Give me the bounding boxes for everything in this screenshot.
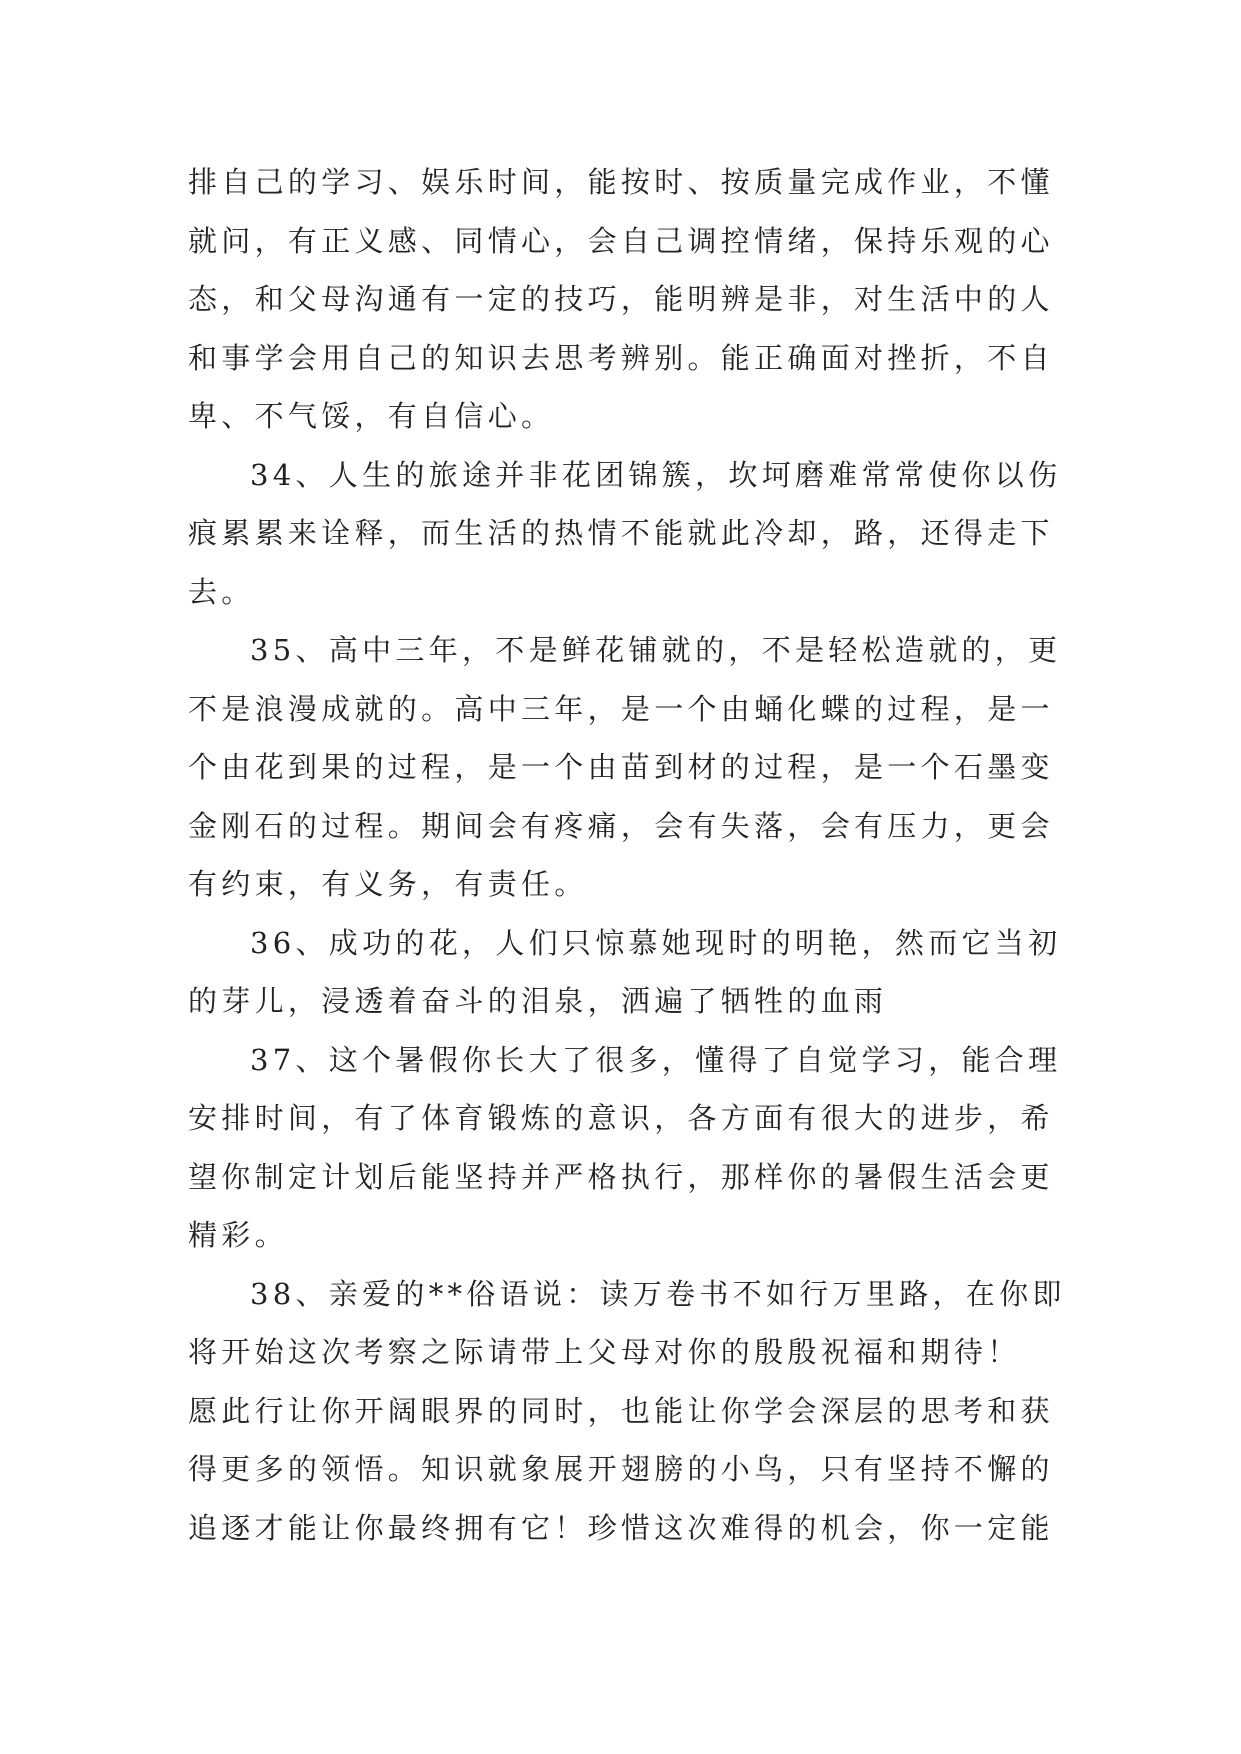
text-line: 将开始这次考察之际请带上父母对你的殷殷祝福和期待！ (188, 1335, 1021, 1369)
text-line: 的芽儿，浸透着奋斗的泪泉，洒遍了牺牲的血雨 (188, 984, 888, 1018)
text-line: 去。 (188, 574, 255, 609)
text-line: 和事学会用自己的知识去思考辨别。能正确面对挫折，不自 (188, 340, 1054, 375)
paragraph-35 (188, 621, 1062, 914)
text-line: 个由花到果的过程，是一个由苗到材的过程，是一个石墨变 (188, 750, 1054, 784)
document-body (188, 153, 1066, 1557)
text-line: 卑、不气馁，有自信心。 (188, 399, 555, 433)
text-line: 就问，有正义感、同情心，会自己调控情绪，保持乐观的心 (188, 223, 1054, 258)
text-line: 排自己的学习、娱乐时间，能按时、按质量完成作业，不懂 (188, 165, 1054, 199)
text-line: 34、人生的旅途并非花团锦簇，坎坷磨难常常使你以伤 (250, 457, 1062, 492)
paragraph-37 (188, 1031, 1062, 1265)
text-line: 精彩。 (188, 1218, 288, 1252)
text-line: 态，和父母沟通有一定的技巧，能明辨是非，对生活中的人 (188, 282, 1054, 316)
text-line: 望你制定计划后能坚持并严格执行，那样你的暑假生活会更 (188, 1159, 1054, 1194)
text-line: 有约束，有义务，有责任。 (188, 867, 588, 901)
text-line: 35、高中三年，不是鲜花铺就的，不是轻松造就的，更 (250, 633, 1062, 667)
text-line: 金刚石的过程。期间会有疼痛，会有失落，会有压力，更会 (188, 808, 1054, 843)
text-line: 不是浪漫成就的。高中三年，是一个由蛹化蝶的过程，是一 (188, 691, 1054, 726)
text-line: 愿此行让你开阔眼界的同时，也能让你学会深层的思考和获 (188, 1393, 1054, 1428)
text-line: 37、这个暑假你长大了很多，懂得了自觉学习，能合理 (250, 1042, 1062, 1077)
text-line: 得更多的领悟。知识就象展开翅膀的小鸟，只有坚持不懈的 (188, 1452, 1054, 1486)
text-line: 痕累累来诠释，而生活的热情不能就此冷却，路，还得走下 (188, 516, 1054, 550)
paragraph-continuation (188, 153, 1058, 446)
paragraph-38 (188, 1265, 1066, 1558)
paragraph-36 (188, 914, 1062, 1031)
text-line: 安排时间，有了体育锻炼的意识，各方面有很大的进步，希 (188, 1101, 1054, 1135)
paragraph-34 (188, 446, 1062, 622)
text-line: 38、亲爱的**俗语说：读万卷书不如行万里路，在你即 (250, 1276, 1066, 1311)
text-line: 36、成功的花，人们只惊慕她现时的明艳，然而它当初 (250, 925, 1062, 960)
text-line: 追逐才能让你最终拥有它！珍惜这次难得的机会，你一定能 (188, 1510, 1054, 1545)
